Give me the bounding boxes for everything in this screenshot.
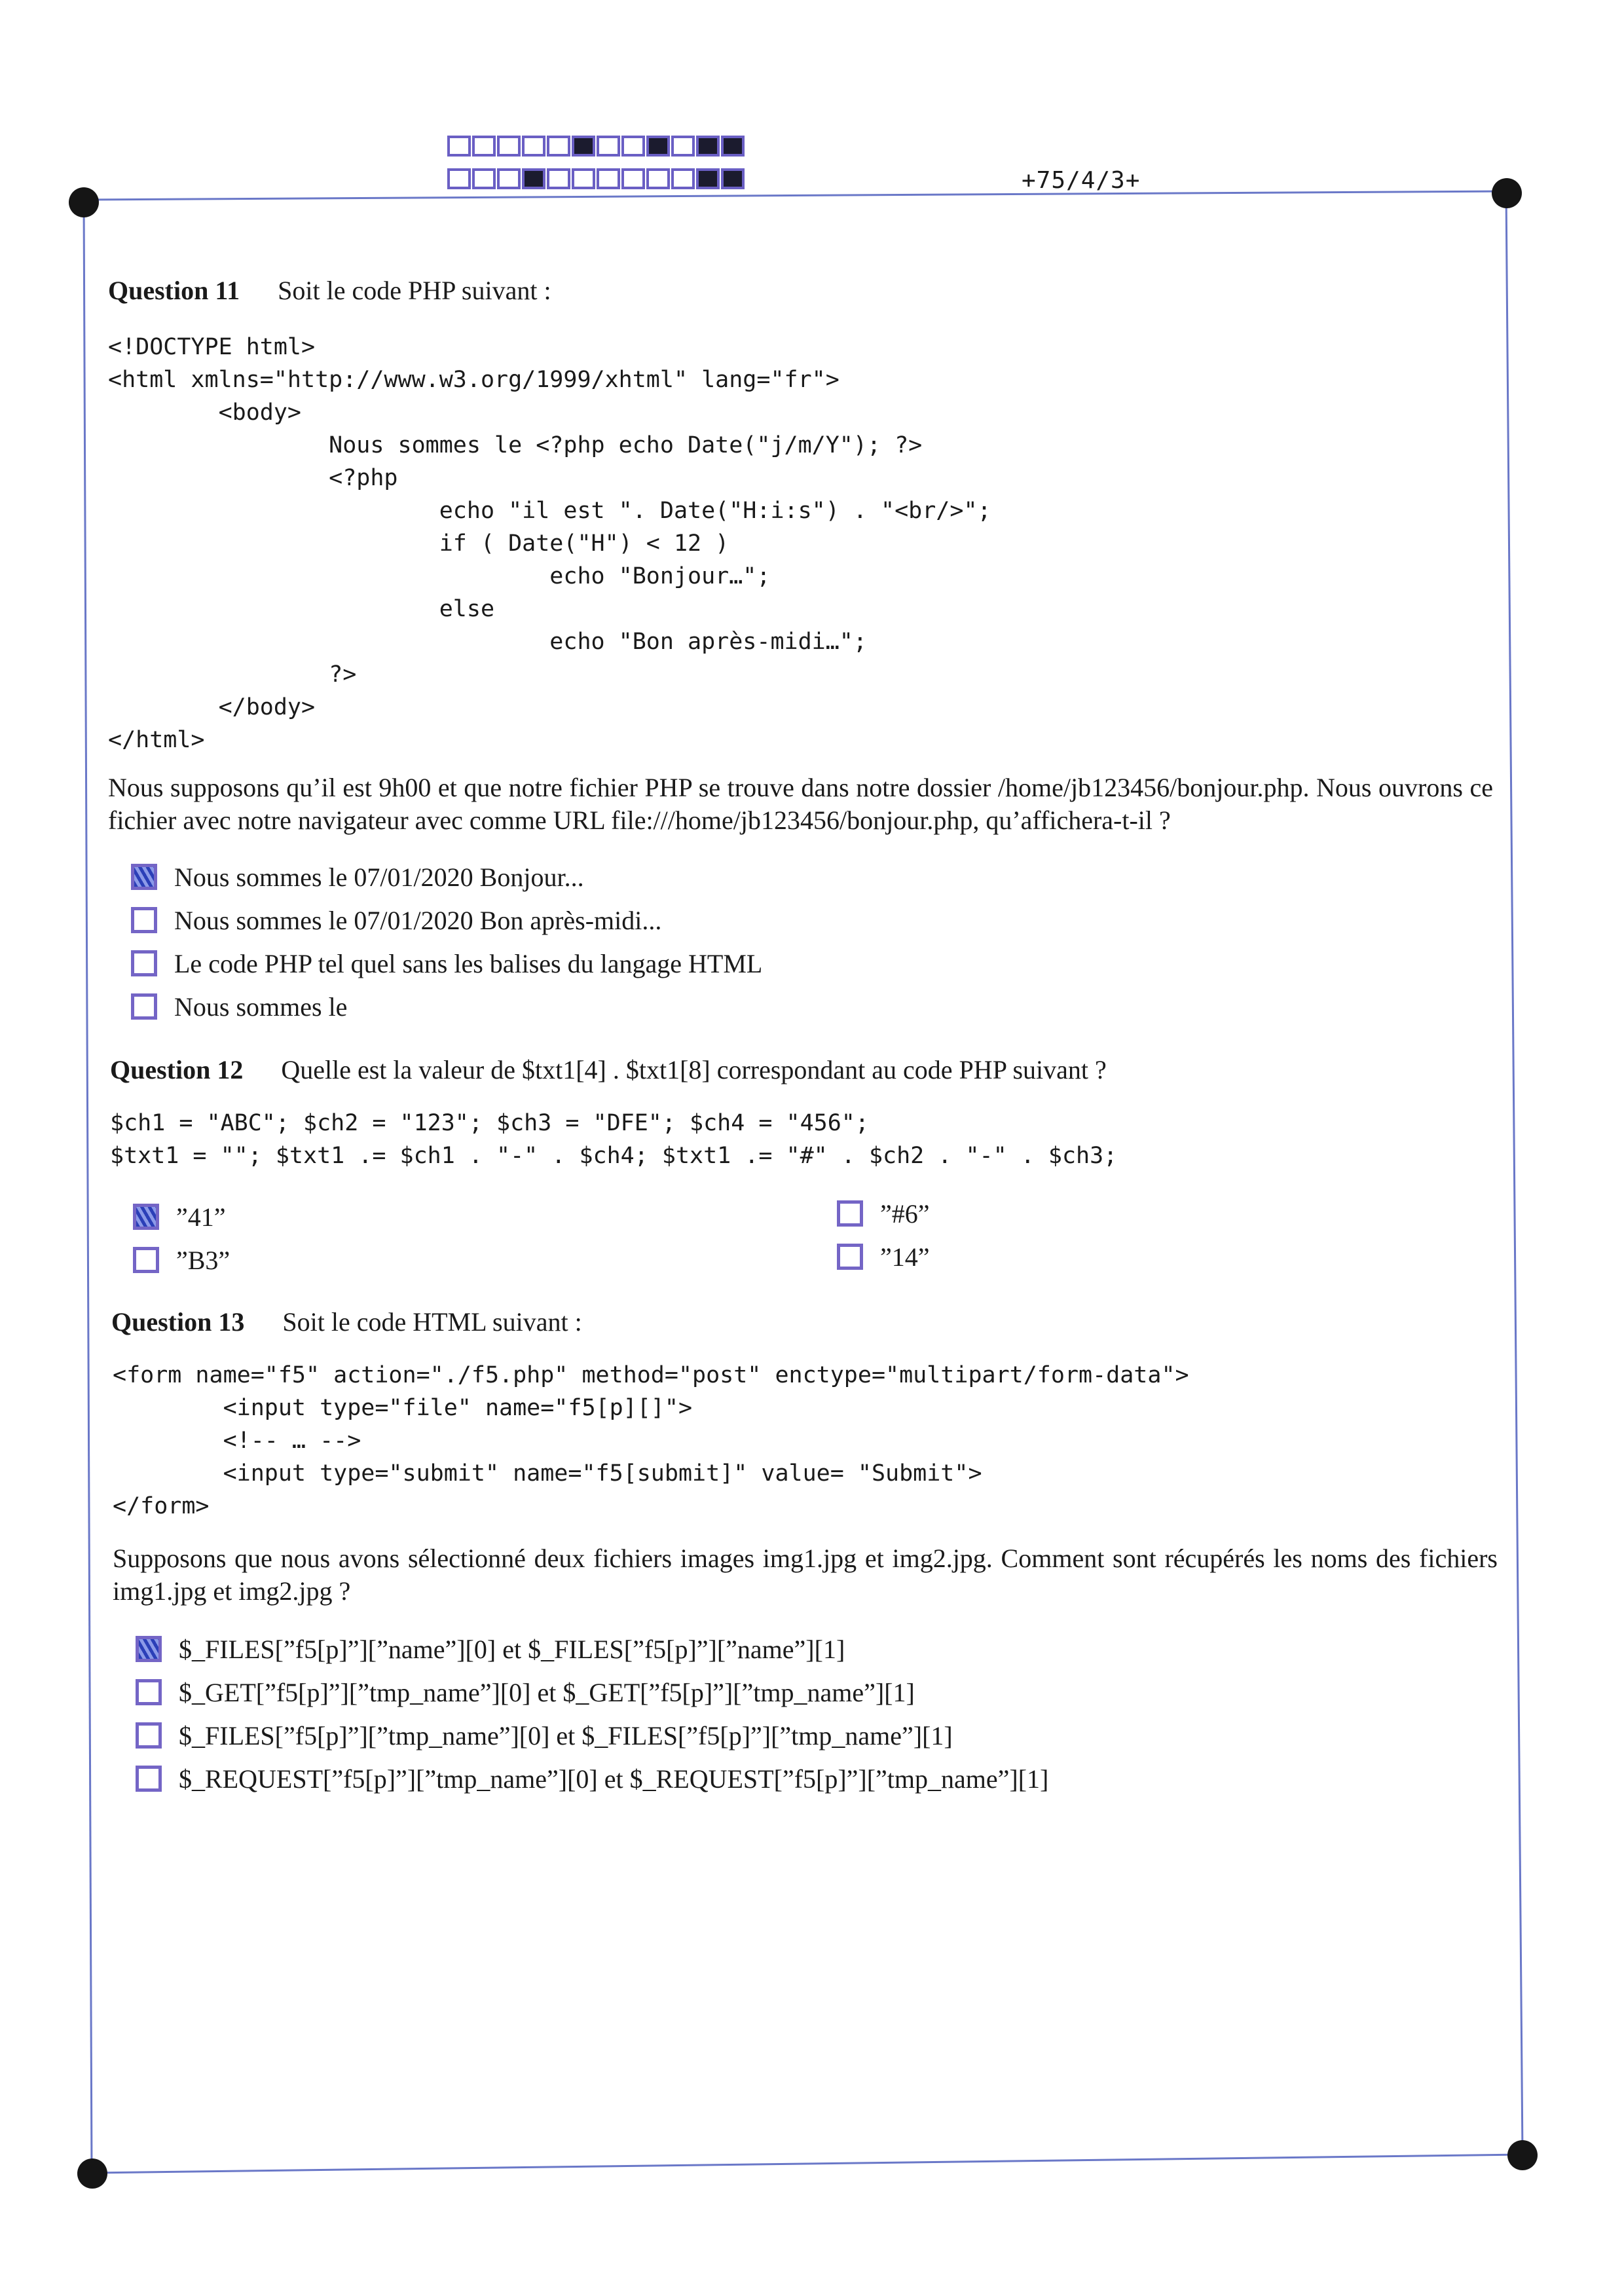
checkbox[interactable] (131, 950, 157, 976)
code-line: <input type="submit" name="f5[submit]" value= "Submit"> (113, 1460, 982, 1487)
id-code-cell (572, 136, 595, 157)
code-line: <html xmlns="http://www.w3.org/1999/xhtml" lang="fr"> (108, 367, 840, 393)
choice-label: ”#6” (880, 1198, 930, 1229)
id-code-cell (646, 168, 670, 189)
question-title: Question 13 (111, 1307, 245, 1337)
question-title: Question 12 (110, 1055, 244, 1084)
code-line: ?> (108, 661, 357, 688)
id-code-cell (671, 136, 695, 157)
code-line: <!DOCTYPE html> (108, 334, 316, 360)
id-code-cell (597, 168, 620, 189)
code-line: echo "Bon après-midi…"; (108, 629, 867, 655)
id-code-cell (497, 168, 521, 189)
code-line: </html> (108, 727, 205, 753)
choice-q11-4[interactable] (131, 985, 762, 1028)
question-13-header (111, 1306, 582, 1337)
choice-label: $_FILES[”f5[p]”][”name”][0] et $_FILES[”f5[p]”][”name”][1] (179, 1634, 845, 1664)
id-code-cell (472, 168, 496, 189)
checkbox[interactable] (136, 1636, 162, 1662)
code-line: $ch1 = "ABC"; $ch2 = "123"; $ch3 = "DFE"; $ch4 = "456"; (110, 1110, 869, 1136)
question-11-header (108, 275, 551, 306)
question-12-choices-right (837, 1192, 930, 1278)
choice-q13-1[interactable] (136, 1627, 1048, 1671)
choice-label: Nous sommes le 07/01/2020 Bonjour... (174, 862, 584, 892)
id-code-cell (671, 168, 695, 189)
question-13-code (113, 1359, 1189, 1523)
choice-q12-1[interactable] (133, 1195, 230, 1238)
choice-label: ”41” (176, 1202, 226, 1232)
question-12-header (110, 1054, 1107, 1085)
id-code-cell (497, 136, 521, 157)
id-code-cell (721, 168, 745, 189)
choice-label: Nous sommes le (174, 991, 348, 1022)
choice-q12-2[interactable] (837, 1192, 930, 1235)
choice-q12-3[interactable] (133, 1238, 230, 1282)
choice-q13-4[interactable] (136, 1757, 1048, 1800)
checkbox[interactable] (837, 1244, 863, 1270)
id-code-cell (721, 136, 745, 157)
question-13-paragraph: Supposons que nous avons sélectionné deux fichiers images img1.jpg et img2.jpg. Comment sont récupérés les noms des fichiers img1.jpg et img2.jpg ? (113, 1544, 1498, 1606)
code-line: Nous sommes le <?php echo Date("j/m/Y"); ?> (108, 432, 923, 458)
id-code-row-1 (447, 136, 745, 157)
id-code-cell (597, 136, 620, 157)
id-code-cell (447, 136, 471, 157)
corner-mark-bottom-right (1507, 2140, 1538, 2170)
checkbox[interactable] (133, 1204, 159, 1230)
page-id: +75/4/3+ (1022, 167, 1141, 194)
id-code-cell (547, 136, 570, 157)
choice-label: ”B3” (176, 1245, 231, 1275)
id-code-cell (696, 168, 720, 189)
checkbox[interactable] (136, 1722, 162, 1749)
question-prompt: Soit le code PHP suivant : (278, 276, 551, 305)
question-title: Question 11 (108, 276, 240, 305)
code-line: </form> (113, 1493, 210, 1519)
corner-mark-top-left (69, 187, 99, 217)
code-line: if ( Date("H") < 12 ) (108, 530, 729, 557)
choice-label: ”14” (880, 1242, 930, 1272)
choice-q13-2[interactable] (136, 1671, 1048, 1714)
choice-label: $_REQUEST[”f5[p]”][”tmp_name”][0] et $_REQUEST[”f5[p]”][”tmp_name”][1] (179, 1764, 1049, 1794)
id-code-cell (472, 136, 496, 157)
choice-q11-3[interactable] (131, 942, 762, 985)
choice-label: Nous sommes le 07/01/2020 Bon après-midi... (174, 905, 662, 935)
id-code-cell (572, 168, 595, 189)
question-12-code (110, 1107, 1117, 1172)
question-prompt: Soit le code HTML suivant : (282, 1307, 582, 1337)
choice-label: $_FILES[”f5[p]”][”tmp_name”][0] et $_FILES[”f5[p]”][”tmp_name”][1] (179, 1720, 953, 1750)
code-line: $txt1 = ""; $txt1 .= $ch1 . "-" . $ch4; $txt1 .= "#" . $ch2 . "-" . $ch3; (110, 1143, 1118, 1169)
choice-q12-4[interactable] (837, 1235, 930, 1278)
id-code-cell (522, 168, 545, 189)
id-code-cell (646, 136, 670, 157)
code-line: else (108, 596, 495, 622)
code-line: echo "il est ". Date("H:i:s") . "<br/>"; (108, 498, 991, 524)
checkbox[interactable] (131, 993, 157, 1020)
question-13-choices (136, 1627, 1048, 1800)
choice-label: Le code PHP tel quel sans les balises du langage HTML (174, 948, 763, 978)
corner-mark-top-right (1492, 178, 1522, 208)
code-line: <input type="file" name="f5[p][]"> (113, 1395, 693, 1421)
code-line: echo "Bonjour…"; (108, 563, 771, 589)
question-11-choices (131, 855, 762, 1028)
id-code-cell (696, 136, 720, 157)
code-line: </body> (108, 694, 316, 720)
checkbox[interactable] (837, 1200, 863, 1227)
choice-q13-3[interactable] (136, 1714, 1048, 1757)
id-code-cell (621, 168, 645, 189)
checkbox[interactable] (136, 1766, 162, 1792)
choice-label: $_GET[”f5[p]”][”tmp_name”][0] et $_GET[”f5[p]”][”tmp_name”][1] (179, 1677, 915, 1707)
question-prompt: Quelle est la valeur de $txt1[4] . $txt1[8] correspondant au code PHP suivant ? (281, 1055, 1107, 1084)
checkbox[interactable] (136, 1679, 162, 1705)
question-11-paragraph: Nous supposons qu’il est 9h00 et que notre fichier PHP se trouve dans notre dossier /home/jb123456/bonjour.php. Nous ouvrons ce fichier avec notre navigateur avec comme URL file:///home/jb123456/bonjour.php, qu’affichera-t-il ? (108, 773, 1493, 835)
code-line: <form name="f5" action="./f5.php" method="post" enctype="multipart/form-data"> (113, 1362, 1189, 1388)
corner-mark-bottom-left (77, 2158, 107, 2189)
choice-q11-2[interactable] (131, 898, 762, 942)
checkbox[interactable] (133, 1247, 159, 1273)
id-code-cell (447, 168, 471, 189)
choice-q11-1[interactable] (131, 855, 762, 898)
checkbox[interactable] (131, 864, 157, 890)
id-code-cell (522, 136, 545, 157)
question-11-code (108, 331, 991, 756)
code-line: <body> (108, 399, 302, 426)
id-code-row-2 (447, 168, 745, 189)
id-code-cell (621, 136, 645, 157)
question-12-choices (133, 1195, 230, 1282)
code-line: <?php (108, 465, 398, 491)
id-code-cell (547, 168, 570, 189)
checkbox[interactable] (131, 907, 157, 933)
code-line: <!-- … --> (113, 1428, 361, 1454)
